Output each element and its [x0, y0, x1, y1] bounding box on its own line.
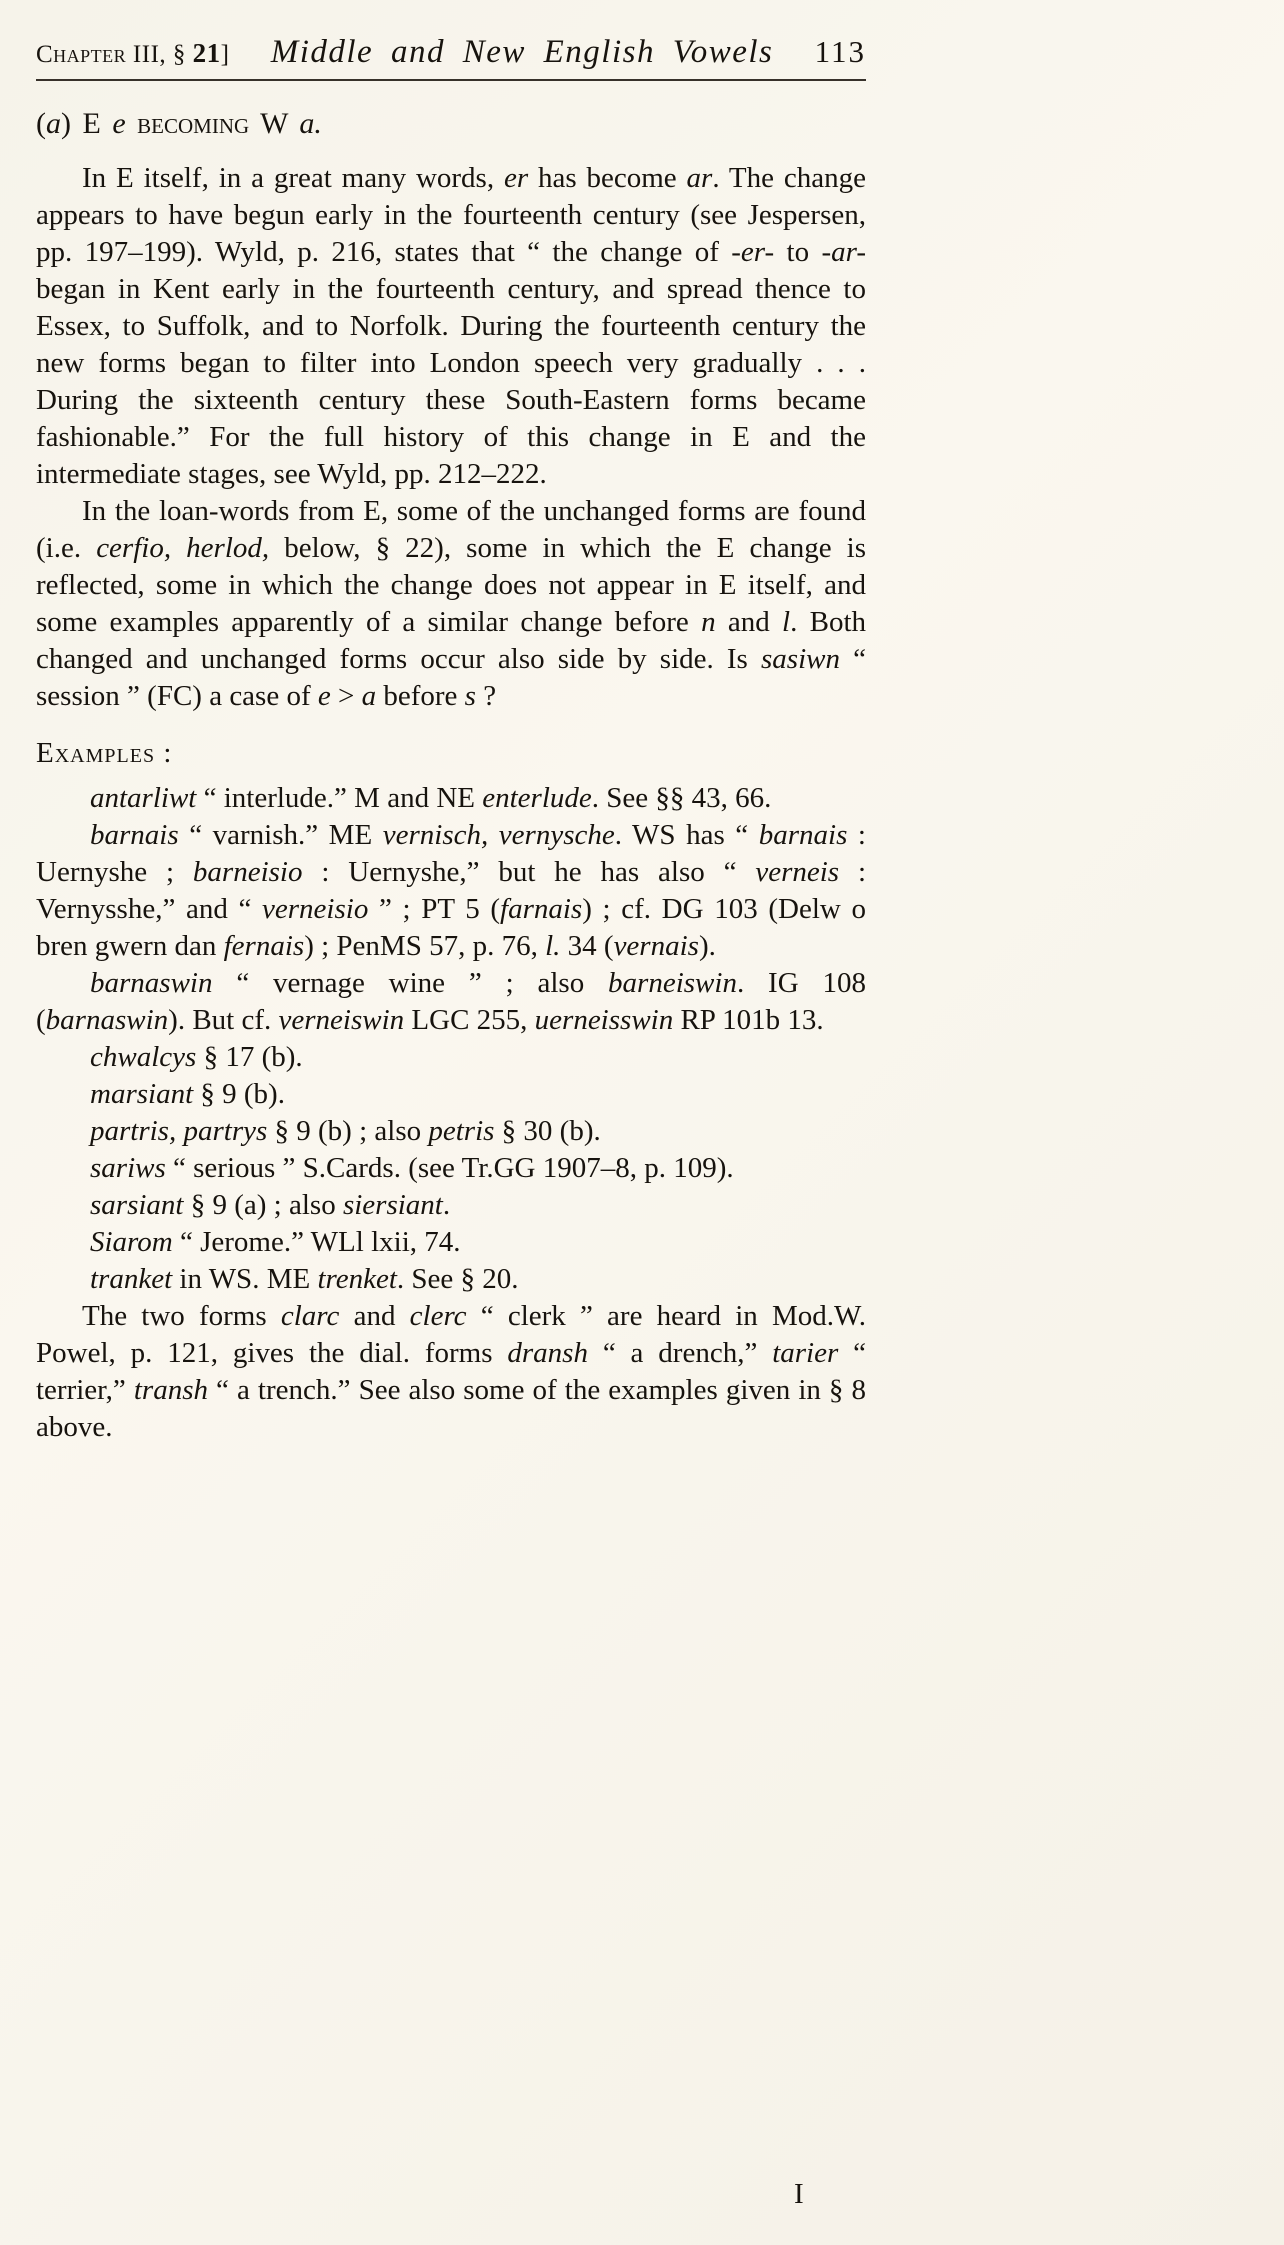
text-segment: § 9 (b). — [193, 1078, 285, 1110]
text-segment: verneiswin — [278, 1004, 405, 1036]
text-segment: : Uernyshe ; — [36, 819, 866, 888]
text-segment: trenket — [317, 1263, 397, 1295]
text-segment: partris, partrys — [90, 1115, 268, 1147]
section-number: 21 — [192, 38, 221, 68]
example-item — [36, 817, 866, 965]
text-segment: “ a trench.” See also some of the examples given in § 8 above. — [36, 1374, 866, 1443]
text-segment: chwalcys — [90, 1041, 197, 1073]
text-segment: “ interlude.” M and NE — [196, 782, 483, 814]
running-header — [36, 34, 866, 81]
text-segment: > — [330, 680, 362, 712]
text-segment: sasiwn — [761, 643, 840, 675]
chapter-label: Chapter III, § — [36, 41, 193, 68]
example-item — [36, 965, 866, 1039]
text-segment: verneisio — [262, 893, 369, 925]
text-segment: barnais — [758, 819, 848, 851]
text-segment: barneisio — [192, 856, 303, 888]
text-segment: transh — [133, 1374, 208, 1406]
text-segment: -ar- — [821, 236, 867, 268]
text-segment: : Vernysshe,” and “ — [36, 856, 866, 925]
text-segment: “ session ” (FC) a case of — [36, 643, 867, 712]
paragraph — [36, 1298, 866, 1446]
text-segment: § 17 (b). — [196, 1041, 303, 1073]
signature-mark: I — [794, 2178, 804, 2210]
examples-label — [36, 735, 866, 772]
text-segment: § 9 (b) ; also — [267, 1115, 429, 1147]
text-segment: siersiant — [342, 1189, 443, 1221]
text-segment: below, § 22), some in which the E change is reflected, some in which the change does not appear in E itself, and some examples apparently of a similar change before — [36, 532, 867, 638]
text-segment: § 30 (b). — [494, 1115, 601, 1147]
paragraph — [36, 493, 866, 715]
example-item — [36, 1039, 866, 1076]
text-segment: a. — [299, 107, 322, 140]
text-segment: tranket — [90, 1263, 173, 1295]
text-segment: “ varnish.” ME — [178, 819, 383, 851]
text-segment: ? — [475, 680, 497, 712]
text-segment: . See §§ 43, 66. — [591, 782, 772, 814]
text-segment: marsiant — [90, 1078, 194, 1110]
section-heading — [36, 105, 866, 142]
text-segment: began in Kent early in the fourteenth century, and spread thence to Essex, to Suffolk, and to Norfolk. During the fourteenth century the new forms began to filter into London speech very gradually . . . During the sixteenth century these South-Eastern forms became fashionable.” For the full history of this change in E and the intermediate stages, see Wyld, pp. 212–222. — [36, 273, 866, 490]
page-body — [36, 105, 866, 1446]
text-segment: ” ; PT 5 ( — [368, 893, 501, 925]
text-segment: vernisch, vernysche — [382, 819, 615, 851]
text-segment: . The change appears to have begun early in the fourteenth century (see Jespersen, pp. 197–199). Wyld, p. 216, states that “ the change of — [36, 162, 866, 268]
text-segment: to — [774, 236, 822, 268]
text-segment: In the loan-words from E, some of the unchanged forms are found (i.e. — [36, 495, 866, 564]
text-segment: e — [317, 680, 331, 712]
text-segment: enterlude — [482, 782, 592, 814]
text-segment: barnaswin — [45, 1004, 169, 1036]
text-segment: In E itself, in a great many words, — [82, 162, 504, 194]
text-segment: . IG 108 ( — [36, 967, 866, 1036]
text-segment: . Both changed and unchanged forms occur also side by side. Is — [36, 606, 867, 675]
text-segment: verneis — [755, 856, 840, 888]
text-segment: in WS. ME — [172, 1263, 318, 1295]
paragraph — [36, 160, 866, 493]
example-item — [36, 1113, 866, 1150]
text-segment: barneiswin — [608, 967, 737, 999]
text-segment: cerfio, herlod, — [96, 532, 270, 564]
text-segment: 34 ( — [560, 930, 614, 962]
text-segment: s — [464, 680, 476, 712]
text-segment: sariws — [90, 1152, 166, 1184]
text-segment: “ a drench,” — [587, 1337, 773, 1369]
text-segment: . — [442, 1189, 451, 1221]
text-segment: ). But cf. — [168, 1004, 279, 1036]
text-segment: ) E — [61, 107, 113, 140]
example-item — [36, 1224, 866, 1261]
text-segment: barnaswin — [90, 967, 213, 999]
text-segment: “ serious ” S.Cards. (see Tr.GG 1907–8, p. 109). — [165, 1152, 734, 1184]
text-segment: ) ; cf. DG 103 (Delw o bren gwern dan — [36, 893, 866, 962]
chapter-bracket: ] — [220, 41, 230, 68]
text-segment: ( — [36, 107, 46, 140]
example-item — [36, 1261, 866, 1298]
text-segment: a — [46, 107, 61, 140]
text-segment: tarier — [772, 1337, 839, 1369]
text-segment: sarsiant — [90, 1189, 184, 1221]
text-segment: Siarom — [90, 1226, 173, 1258]
chapter-reference — [36, 38, 229, 69]
text-segment: “ vernage wine ” ; also — [212, 967, 609, 999]
text-segment: . WS has “ — [614, 819, 759, 851]
text-segment: a — [361, 680, 377, 712]
page-number: 113 — [814, 34, 866, 69]
text-segment: l. — [545, 930, 561, 962]
text-segment: RP 101b 13. — [673, 1004, 824, 1036]
text-segment: and — [339, 1300, 410, 1332]
text-segment: Examples : — [36, 737, 173, 769]
text-segment: petris — [428, 1115, 495, 1147]
text-segment: W — [249, 107, 300, 140]
text-segment: The two forms — [82, 1300, 281, 1332]
text-segment: and — [715, 606, 783, 638]
text-segment: -er- — [731, 236, 775, 268]
example-item — [36, 1150, 866, 1187]
text-segment: . See § 20. — [396, 1263, 519, 1295]
text-segment: antarliwt — [90, 782, 197, 814]
text-segment: ). — [698, 930, 716, 962]
text-segment — [126, 107, 138, 140]
text-segment: has become — [528, 162, 687, 194]
text-segment: before — [376, 680, 465, 712]
text-segment: uerneisswin — [534, 1004, 674, 1036]
text-segment: l — [782, 606, 791, 638]
example-item — [36, 780, 866, 817]
text-segment: ar — [686, 162, 713, 194]
text-segment: “ clerk ” are heard in Mod.W. Powel, p. 121, gives the dial. forms — [36, 1300, 867, 1369]
text-segment: farnais — [500, 893, 583, 925]
text-segment: clarc — [280, 1300, 340, 1332]
text-segment: “ terrier,” — [36, 1337, 867, 1406]
text-segment: fernais — [223, 930, 305, 962]
text-segment: ) ; PenMS 57, p. 76, — [304, 930, 546, 962]
text-segment: LGC 255, — [404, 1004, 535, 1036]
text-segment: : Uernyshe,” but he has also “ — [302, 856, 756, 888]
text-column — [36, 34, 866, 1446]
text-segment: barnais — [90, 819, 179, 851]
example-item — [36, 1076, 866, 1113]
text-segment: “ Jerome.” WLl lxii, 74. — [172, 1226, 461, 1258]
text-segment: er — [503, 162, 529, 194]
example-item — [36, 1187, 866, 1224]
text-segment: § 9 (a) ; also — [183, 1189, 343, 1221]
text-segment: e — [112, 107, 126, 140]
text-segment: clerc — [409, 1300, 467, 1332]
text-segment: vernais — [613, 930, 699, 962]
text-segment: becoming — [137, 107, 250, 140]
running-title: Middle and New English Vowels — [270, 34, 774, 70]
text-segment: n — [701, 606, 716, 638]
text-segment: dransh — [507, 1337, 588, 1369]
